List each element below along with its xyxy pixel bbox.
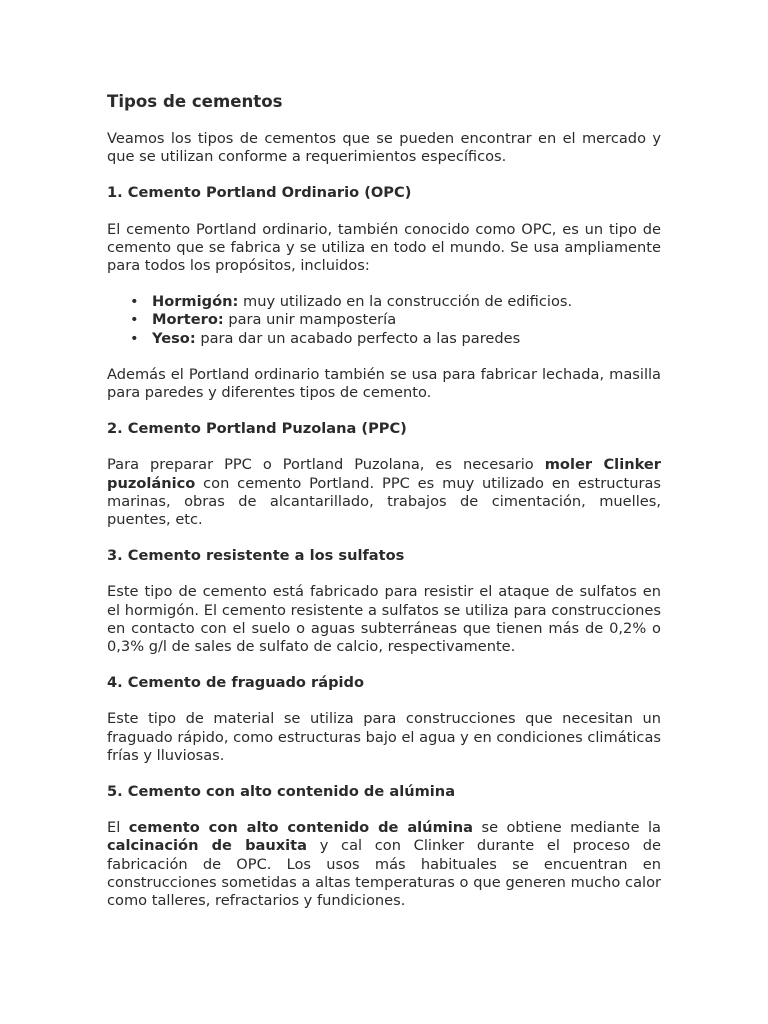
bullet-icon: •	[130, 293, 139, 311]
ppc-text-b: con cemento Portland. PPC es muy utilizado en estructuras marinas, obras de alcantarillado, trabajos de cimentación, muelles, puentes, etc.	[107, 474, 661, 529]
list-item	[130, 329, 661, 348]
alumina-bold-text-2: calcinación de bauxita	[107, 837, 308, 855]
list-item-term: Hormigón:	[152, 293, 239, 311]
list-item	[130, 311, 661, 329]
alumina-paragraph	[107, 819, 661, 910]
document-title: Tipos de cementos	[107, 92, 283, 111]
list-item-text: muy utilizado en la construcción de edificios.	[238, 293, 573, 311]
section-heading-alumina: 5. Cemento con alto contenido de alúmina	[107, 783, 456, 801]
opc-uses-list	[107, 293, 661, 348]
opc-paragraph: El cemento Portland ordinario, también conocido como OPC, es un tipo de cemento que se fabrica y se utiliza en todo el mundo. Se usa ampliamente para todos los propósitos, incluidos:	[107, 220, 661, 275]
fraguado-paragraph: Este tipo de material se utiliza para construcciones que necesitan un fraguado rápido, como estructuras bajo el agua y en condiciones climáticas frías y lluviosas.	[107, 710, 661, 764]
ppc-bold-text: moler Clinker puzolánico	[107, 456, 661, 492]
section-heading-ppc: 2. Cemento Portland Puzolana (PPC)	[107, 420, 407, 438]
ppc-paragraph	[107, 456, 661, 529]
list-item-term: Yeso:	[152, 329, 196, 347]
opc-extra-paragraph: Además el Portland ordinario también se usa para fabricar lechada, masilla para paredes y diferentes tipos de cemento.	[107, 365, 661, 402]
alumina-text-a: El	[107, 819, 129, 837]
list-item-term: Mortero:	[152, 311, 224, 329]
bullet-icon: •	[130, 311, 139, 329]
list-item-text: para unir mampostería	[223, 311, 397, 329]
intro-paragraph: Veamos los tipos de cementos que se pueden encontrar en el mercado y que se utilizan conforme a requerimientos específicos.	[107, 130, 661, 166]
list-item-text: para dar un acabado perfecto a las paredes	[195, 329, 521, 347]
list-item	[130, 293, 661, 311]
alumina-text-b: se obtiene mediante la	[473, 819, 661, 837]
section-heading-opc: 1. Cemento Portland Ordinario (OPC)	[107, 184, 412, 202]
section-heading-sulfatos: 3. Cemento resistente a los sulfatos	[107, 547, 405, 565]
document-page	[107, 92, 661, 928]
alumina-text-c: y cal con Clinker durante el proceso de fabricación de OPC. Los usos más habituales se encuentran en construcciones sometidas a altas temperaturas o que generen mucho calor como talleres, refractarios y fundiciones.	[107, 837, 661, 910]
alumina-bold-text-1: cemento con alto contenido de alúmina	[128, 819, 474, 837]
bullet-icon: •	[130, 329, 139, 347]
section-heading-fraguado: 4. Cemento de fraguado rápido	[107, 674, 364, 692]
ppc-text-a: Para preparar PPC o Portland Puzolana, es necesario	[107, 456, 545, 474]
sulfatos-paragraph: Este tipo de cemento está fabricado para resistir el ataque de sulfatos en el hormigón. El cemento resistente a sulfatos se utiliza para construcciones en contacto con el suelo o aguas subterráneas que tienen más de 0,2% o 0,3% g/l de sales de sulfato de calcio, respectivamente.	[107, 583, 661, 656]
